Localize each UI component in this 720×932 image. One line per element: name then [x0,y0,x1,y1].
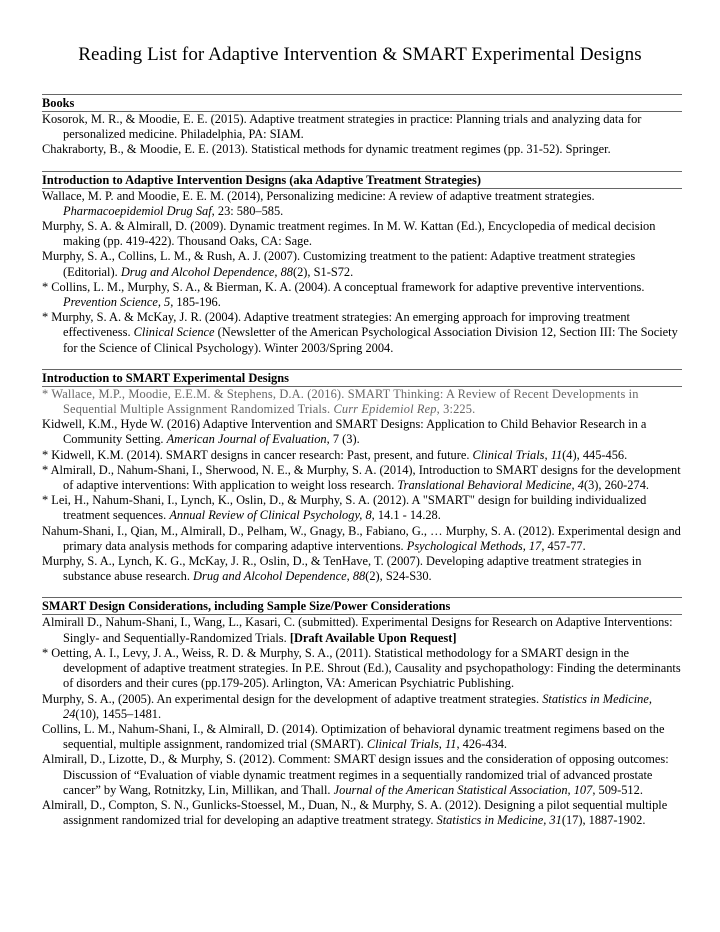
reference-entry [42,615,682,645]
reference-italic-text: Clinical Trials, 11 [472,447,563,462]
reference-bold-text: [Draft Available Upon Request] [289,630,457,645]
reference-italic-text: Prevention Science, 5 [63,295,171,310]
reference-text: * Almirall, D., Nahum-Shani, I., Sherwood, N. E., & Murphy, S. A. (2014), Introduction to SMART designs for the development of adaptive interventions: With application to weight loss research. [42,462,681,493]
reference-text: (Newsletter of the American Psychological Association Division 12, Section III: The Society for the Science of Clinical Psychology). Winter 2003/Spring 2004. [63,325,678,355]
reference-text: * Oetting, A. I., Levy, J. A., Weiss, R. D. & Murphy, S. A., (2011). Statistical methodology for a SMART design in the development of adaptive treatment strategies. In P.E. Shrout (Ed.), Causality and psychopathology: Finding the determinants of disorders and their cures (pp.179-205). Arlington, VA: American Psychiatric Publishing. [42,645,681,691]
page-title: Reading List for Adaptive Intervention & SMART Experimental Designs [78,44,642,65]
section [42,94,682,158]
reference-entry [42,387,682,417]
reference-text: * Collins, L. M., Murphy, S. A., & Bierman, K. A. (2004). A conceptual framework for adaptive preventive interventions. [42,279,645,294]
reference-text: Murphy, S. A., Lynch, K. G., McKay, J. R., Oslin, D., & TenHave, T. (2007). Developing adaptive treatment strategies in substance abuse research. [42,554,642,584]
section-heading: Introduction to Adaptive Intervention Designs (aka Adaptive Treatment Strategies) [42,171,682,189]
reference-entry [42,417,682,447]
reference-entry [42,722,682,752]
reference-entry [42,554,682,584]
reference-text: * Wallace, M.P., Moodie, E.E.M. & Stephens, D.A. (2016). SMART Thinking: A Review of Recent Developments in Sequential Multiple Assignment Randomized Trials. [42,386,639,417]
reference-italic-text: Pharmacoepidemiol Drug Saf [63,203,212,218]
reference-italic-text: Clinical Science [133,325,215,340]
section-heading: Books [42,94,682,112]
reference-entry [42,646,682,692]
reference-italic-text: Journal of the American Statistical Association, 107 [333,782,593,797]
reference-text: , 426-434. [456,737,508,752]
section [42,597,682,828]
reference-text: Almirall D., Nahum-Shani, I., Wang, L., Kasari, C. (submitted). Experimental Designs for Research on Adaptive Interventions: Singly- and Sequentially-Randomized Trials. [42,615,673,645]
reference-text: (17), 1887-1902. [561,813,646,828]
reference-text: , 509-512. [592,782,643,797]
reference-entry [42,692,682,722]
reference-text: , 23: 580–585. [211,203,284,218]
section [42,171,682,356]
reference-italic-text: Psychological Methods, 17 [406,538,542,553]
reference-entry [42,112,682,142]
reference-italic-text: Statistics in Medicine, 31 [436,813,562,828]
reference-text: * Lei, H., Nahum-Shani, I., Lynch, K., Oslin, D., & Murphy, S. A. (2012). A "SMART" design for building individualized treatment sequences. [42,493,647,523]
reference-text: (2), S24-S30. [365,569,432,584]
reference-entry [42,189,682,219]
reference-entry [42,219,682,249]
reference-text: (3), 260-274. [583,478,649,493]
reference-text: , 457-77. [541,538,586,553]
reference-italic-text: Clinical Trials, 11 [366,737,457,752]
reference-text: (10), 1455–1481. [75,706,162,721]
reference-text: , 7 (3). [326,432,360,447]
section-heading: SMART Design Considerations, including Sample Size/Power Considerations [42,597,682,615]
reference-text: Wallace, M. P. and Moodie, E. E. M. (2014), Personalizing medicine: A review of adaptive treatment strategies. [42,188,595,203]
reference-text: Almirall, D., Lizotte, D., & Murphy, S. (2012). Comment: SMART design issues and the consideration of opposing outcomes: Discussion of “Evaluation of viable dynamic treatment regimes in a sequentially randomized trial of advanced prostate cancer” by Wang, Rotnitzky, Lin, Millikan, and Thall. [42,752,669,797]
reading-list [42,94,682,841]
reference-text: Kosorok, M. R., & Moodie, E. E. (2015). Adaptive treatment strategies in practice: Planning trials and analyzing data for personalized medicine. Philadelphia, PA: SIAM. [42,112,642,142]
reference-text: Almirall, D., Compton, S. N., Gunlicks-Stoessel, M., Duan, N., & Murphy, S. A. (2012). Designing a pilot sequential multiple assignment randomized trial for developing an adaptive treatment strategy. [42,797,668,828]
reference-entry [42,493,682,523]
reference-italic-text: Curr Epidemiol Rep [333,402,437,417]
reference-text: Nahum-Shani, I., Qian, M., Almirall, D., Pelham, W., Gnagy, B., Fabiano, G., … Murphy, S. A. (2012). Experimental design and primary data analysis methods for comparing adaptive interventions. [42,523,681,553]
reference-entry [42,310,682,356]
reference-italic-text: Drug and Alcohol Dependence, 88 [120,264,293,279]
reference-entry [42,463,682,493]
reference-italic-text: American Journal of Evaluation [166,432,327,447]
reference-italic-text: Annual Review of Clinical Psychology, 8 [169,508,372,523]
reference-entry [42,798,682,828]
section [42,369,682,585]
reference-entry [42,752,682,798]
reference-text: Collins, L. M., Nahum-Shani, I., & Almirall, D. (2014). Optimization of behavioral dynamic treatment regimens based on the sequential, multiple assignment, randomized trial (SMART). [42,721,665,752]
reference-entry [42,249,682,279]
reference-text: Chakraborty, B., & Moodie, E. E. (2013). Statistical methods for dynamic treatment regimes (pp. 31-52). Springer. [42,142,611,157]
reference-entry [42,524,682,554]
reference-entry [42,142,682,157]
reference-text: , 14.1 - 14.28. [371,508,441,523]
reference-text: Murphy, S. A., (2005). An experimental design for the development of adaptive treatment strategies. [42,691,543,706]
section-heading: Introduction to SMART Experimental Designs [42,369,682,387]
reference-text: Murphy, S. A., Collins, L. M., & Rush, A. J. (2007). Customizing treatment to the patient: Adaptive treatment strategies (Editorial). [42,249,636,279]
reference-italic-text: Drug and Alcohol Dependence, 88 [193,569,366,584]
reference-text: Kidwell, K.M., Hyde W. (2016) Adaptive Intervention and SMART Designs: Application to Child Behavior Research in a Community Setting. [42,417,647,447]
reference-text: * Kidwell, K.M. (2014). SMART designs in cancer research: Past, present, and future. [42,447,473,462]
reference-text: * Murphy, S. A. & McKay, J. R. (2004). Adaptive treatment strategies: An emerging approach for improving treatment effectiveness. [42,310,630,340]
reference-entry [42,448,682,463]
reference-italic-text: Translational Behavioral Medicine, 4 [397,478,584,493]
reference-entry [42,280,682,310]
reference-text: , 185-196. [170,295,221,310]
reference-italic-text: Statistics in Medicine, 24 [63,691,652,721]
reference-text: , 3:225. [436,402,476,417]
reference-text: (2), S1-S72. [292,264,354,279]
reference-text: (4), 445-456. [562,447,628,462]
reference-text: Murphy, S. A. & Almirall, D. (2009). Dynamic treatment regimes. In M. W. Kattan (Ed.), Encyclopedia of medical decision making (pp. 419-422). Thousand Oaks, CA: Sage. [42,219,656,249]
